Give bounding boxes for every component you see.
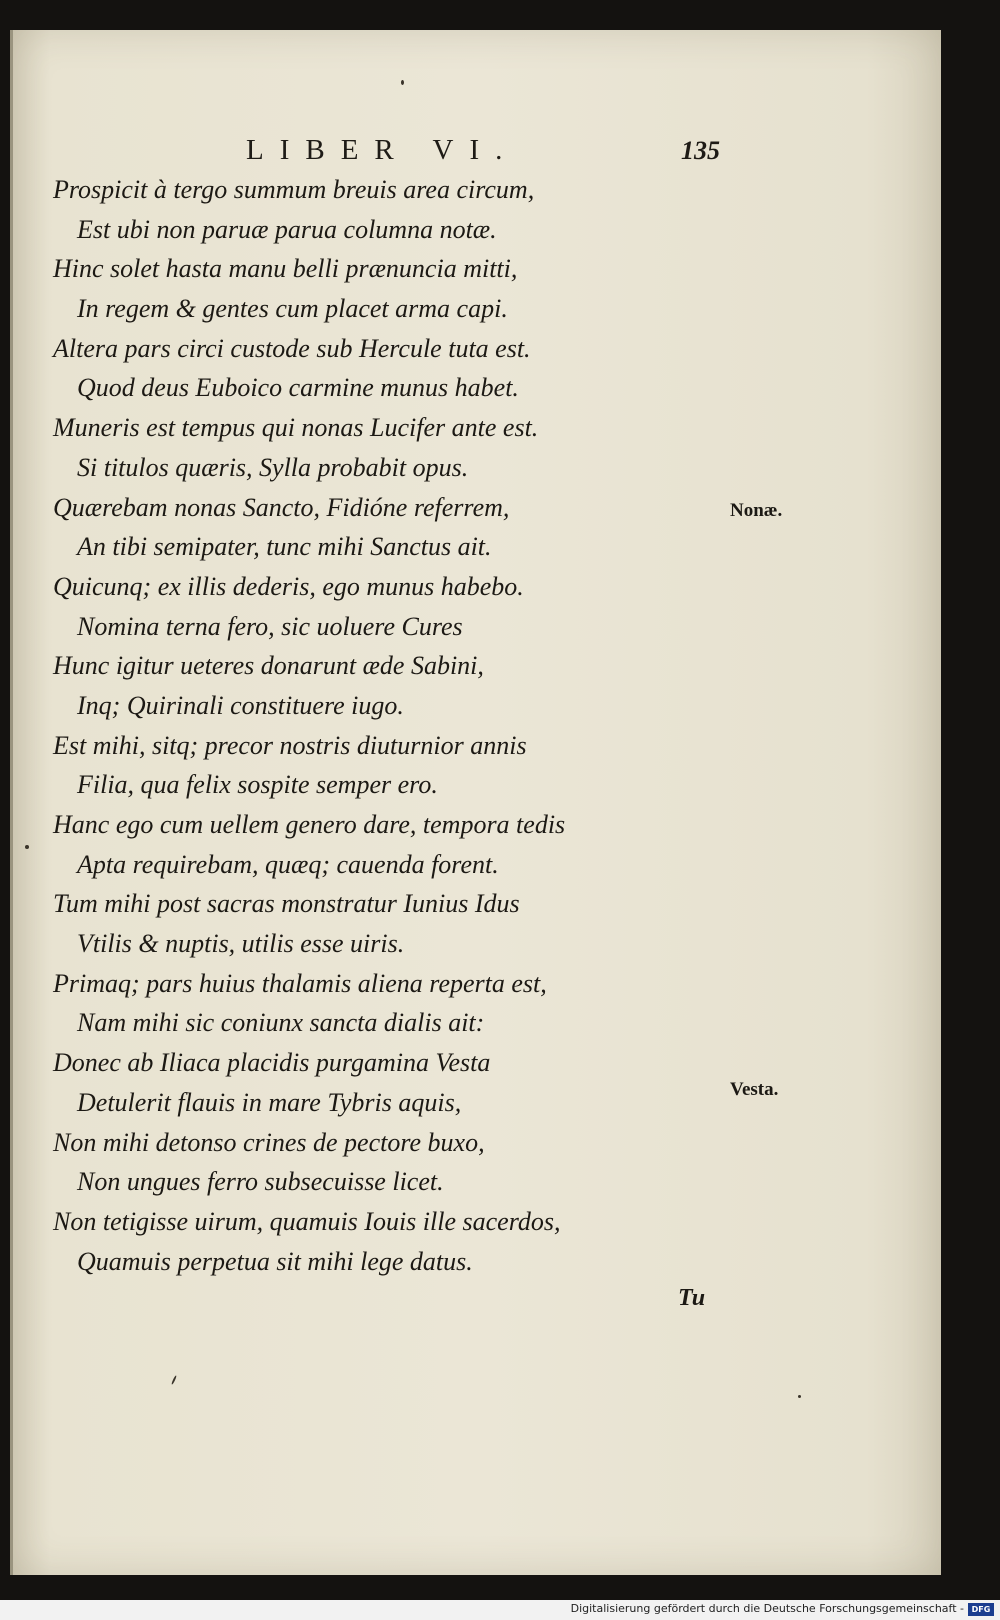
verse-line: Filia, qua felix sospite semper ero. xyxy=(77,770,438,800)
verse-block xyxy=(53,170,653,1281)
dfg-logo: DFG xyxy=(968,1603,994,1616)
verse-line: Detulerit flauis in mare Tybris aquis, xyxy=(77,1087,462,1117)
verse-line: Non mihi detonso crines de pectore buxo, xyxy=(53,1127,485,1157)
paper-speck xyxy=(25,845,29,849)
verse-line: Si titulos quæris, Sylla probabit opus. xyxy=(77,452,469,482)
verse-line: Quærebam nonas Sancto, Fidióne referrem, xyxy=(53,492,510,522)
dfg-credit: Digitalisierung gefördert durch die Deutsche Forschungsgemeinschaft - xyxy=(570,1602,964,1615)
verse-line: Quamuis perpetua sit mihi lege datus. xyxy=(77,1246,473,1276)
verse-line: Est ubi non paruæ parua columna notæ. xyxy=(77,214,497,244)
verse-line: Quicunq; ex illis dederis, ego munus habebo. xyxy=(53,571,524,601)
digitization-footer xyxy=(0,1600,1000,1620)
verse-line: Donec ab Iliaca placidis purgamina Vesta xyxy=(53,1048,491,1078)
verse-line: Quod deus Euboico carmine munus habet. xyxy=(77,373,519,403)
catchword: Tu xyxy=(678,1285,706,1311)
running-head: LIBER VI. xyxy=(246,134,519,166)
marginal-note-vesta: Vesta. xyxy=(730,1079,779,1100)
verse-line: Est mihi, sitq; precor nostris diuturnior annis xyxy=(53,730,527,760)
verse-line: Hinc solet hasta manu belli prænuncia mitti, xyxy=(53,254,518,284)
verse-line: Altera pars circi custode sub Hercule tuta est. xyxy=(53,333,531,363)
verse-line: Tum mihi post sacras monstratur Iunius Idus xyxy=(53,889,520,919)
verse-line: Vtilis & nuptis, utilis esse uiris. xyxy=(77,929,405,959)
marginal-note-nonae: Nonæ. xyxy=(730,500,783,521)
page-number: 135 xyxy=(681,136,720,165)
verse-line: Non ungues ferro subsecuisse licet. xyxy=(77,1167,444,1197)
verse-line: Apta requirebam, quæq; cauenda forent. xyxy=(77,849,499,879)
verse-line: Muneris est tempus qui nonas Lucifer ante est. xyxy=(53,413,539,443)
verse-line: Nomina terna fero, sic uoluere Cures xyxy=(77,611,463,641)
verse-line: In regem & gentes cum placet arma capi. xyxy=(77,294,508,324)
paper-speck xyxy=(401,80,404,85)
verse-line: Prospicit à tergo summum breuis area circum, xyxy=(53,175,535,204)
verse-line: Primaq; pars huius thalamis aliena reperta est, xyxy=(53,968,547,998)
verse-line: An tibi semipater, tunc mihi Sanctus ait. xyxy=(77,532,492,562)
paper-speck xyxy=(798,1395,801,1398)
verse-line: Non tetigisse uirum, quamuis Iouis ille sacerdos, xyxy=(53,1206,561,1236)
paper-speck xyxy=(171,1375,177,1385)
verse-line: Nam mihi sic coniunx sancta dialis ait: xyxy=(77,1008,485,1038)
verse-line: Hanc ego cum uellem genero dare, tempora tedis xyxy=(53,810,566,839)
verse-line: Hunc igitur ueteres donarunt æde Sabini, xyxy=(53,651,484,681)
book-page xyxy=(10,30,941,1575)
verse-line: Inq; Quirinali constituere iugo. xyxy=(77,690,404,720)
